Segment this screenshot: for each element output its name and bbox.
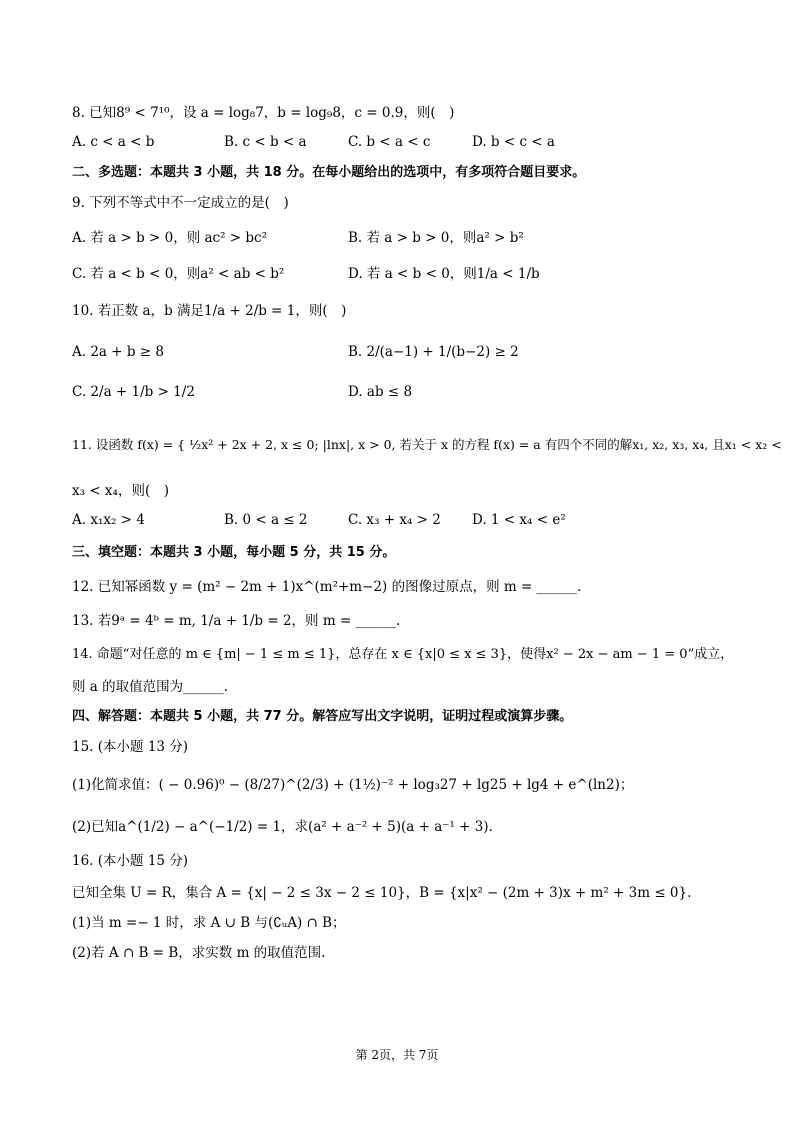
q11-option-d: D. 1 < x₄ < e²	[472, 512, 566, 528]
question-15-part2: (2)已知a^(1/2) − a^(−1/2) = 1，求(a² + a⁻² + 5)(a + a⁻¹ + 3).	[72, 819, 493, 835]
question-14-line2: 则 a 的取值范围为______.	[72, 679, 228, 695]
question-15-part1: (1)化简求值：( − 0.96)⁰ − (8/27)^(2/3) + (1½)⁻² + log₃27 + lg25 + lg4 + e^(ln2)；	[72, 777, 634, 793]
q9-option-a: A. 若 a > b > 0，则 ac² > bc²	[72, 230, 268, 246]
question-10-stem: 10. 若正数 a，b 满足1/a + 2/b = 1，则( )	[72, 303, 347, 319]
q9-option-d: D. 若 a < b < 0，则1/a < 1/b	[348, 266, 540, 282]
section-3-heading: 三、填空题：本题共 3 小题，每小题 5 分，共 15 分。	[72, 545, 396, 560]
q11-option-c: C. x₃ + x₄ > 2	[348, 512, 441, 528]
question-16-part2: (2)若 A ∩ B = B，求实数 m 的取值范围.	[72, 945, 326, 961]
question-12: 12. 已知幂函数 y = (m² − 2m + 1)x^(m²+m−2) 的图像过原点，则 m = ______.	[72, 579, 582, 595]
question-8-stem: 8. 已知8⁹ < 7¹⁰，设 a = log₈7，b = log₉8，c = 0.9，则( )	[72, 105, 455, 121]
question-16-header: 16. (本小题 15 分)	[72, 853, 189, 869]
question-11-stem-continued: x₃ < x₄，则( )	[72, 483, 169, 499]
q9-option-b: B. 若 a > b > 0，则a² > b²	[348, 230, 524, 246]
question-15-header: 15. (本小题 13 分)	[72, 739, 189, 755]
q8-option-a: A. c < a < b	[72, 134, 155, 150]
question-13: 13. 若9ᵃ = 4ᵇ = m, 1/a + 1/b = 2，则 m = ______.	[72, 613, 401, 629]
q8-option-b: B. c < b < a	[224, 134, 307, 150]
section-2-heading: 二、多选题：本题共 3 小题，共 18 分。在每小题给出的选项中，有多项符合题目要求。	[72, 165, 586, 180]
q11-option-a: A. x₁x₂ > 4	[72, 512, 145, 528]
question-9-stem: 9. 下列不等式中不一定成立的是( )	[72, 195, 289, 211]
q10-option-c: C. 2/a + 1/b > 1/2	[72, 384, 195, 400]
page-number: 第 2页，共 7页	[355, 1048, 439, 1062]
q10-option-d: D. ab ≤ 8	[348, 384, 413, 400]
q9-option-c: C. 若 a < b < 0，则a² < ab < b²	[72, 266, 285, 282]
question-16-part1: (1)当 m =− 1 时，求 A ∪ B 与(∁ᵤA) ∩ B；	[72, 915, 346, 931]
question-14-line1: 14. 命题“对任意的 m ∈ {m| − 1 ≤ m ≤ 1}，总存在 x ∈ {x|0 ≤ x ≤ 3}，使得x² − 2x − am − 1 = 0”成立，	[72, 647, 734, 662]
question-16-stem: 已知全集 U = R，集合 A = {x| − 2 ≤ 3x − 2 ≤ 10}，B = {x|x² − (2m + 3)x + m² + 3m ≤ 0}.	[72, 885, 692, 901]
q10-option-a: A. 2a + b ≥ 8	[72, 344, 164, 360]
q10-option-b: B. 2/(a−1) + 1/(b−2) ≥ 2	[348, 344, 519, 360]
question-11-stem: 11. 设函数 f(x) = { ½x² + 2x + 2, x ≤ 0; |lnx|, x > 0, 若关于 x 的方程 f(x) = a 有四个不同的解x₁, x₂, x₃, x₄, 且x₁ < x₂ <	[72, 437, 782, 452]
section-4-heading: 四、解答题：本题共 5 小题，共 77 分。解答应写出文字说明，证明过程或演算步骤。	[72, 709, 573, 724]
q8-option-c: C. b < a < c	[348, 134, 431, 150]
q11-option-b: B. 0 < a ≤ 2	[224, 512, 308, 528]
q8-option-d: D. b < c < a	[472, 134, 555, 150]
